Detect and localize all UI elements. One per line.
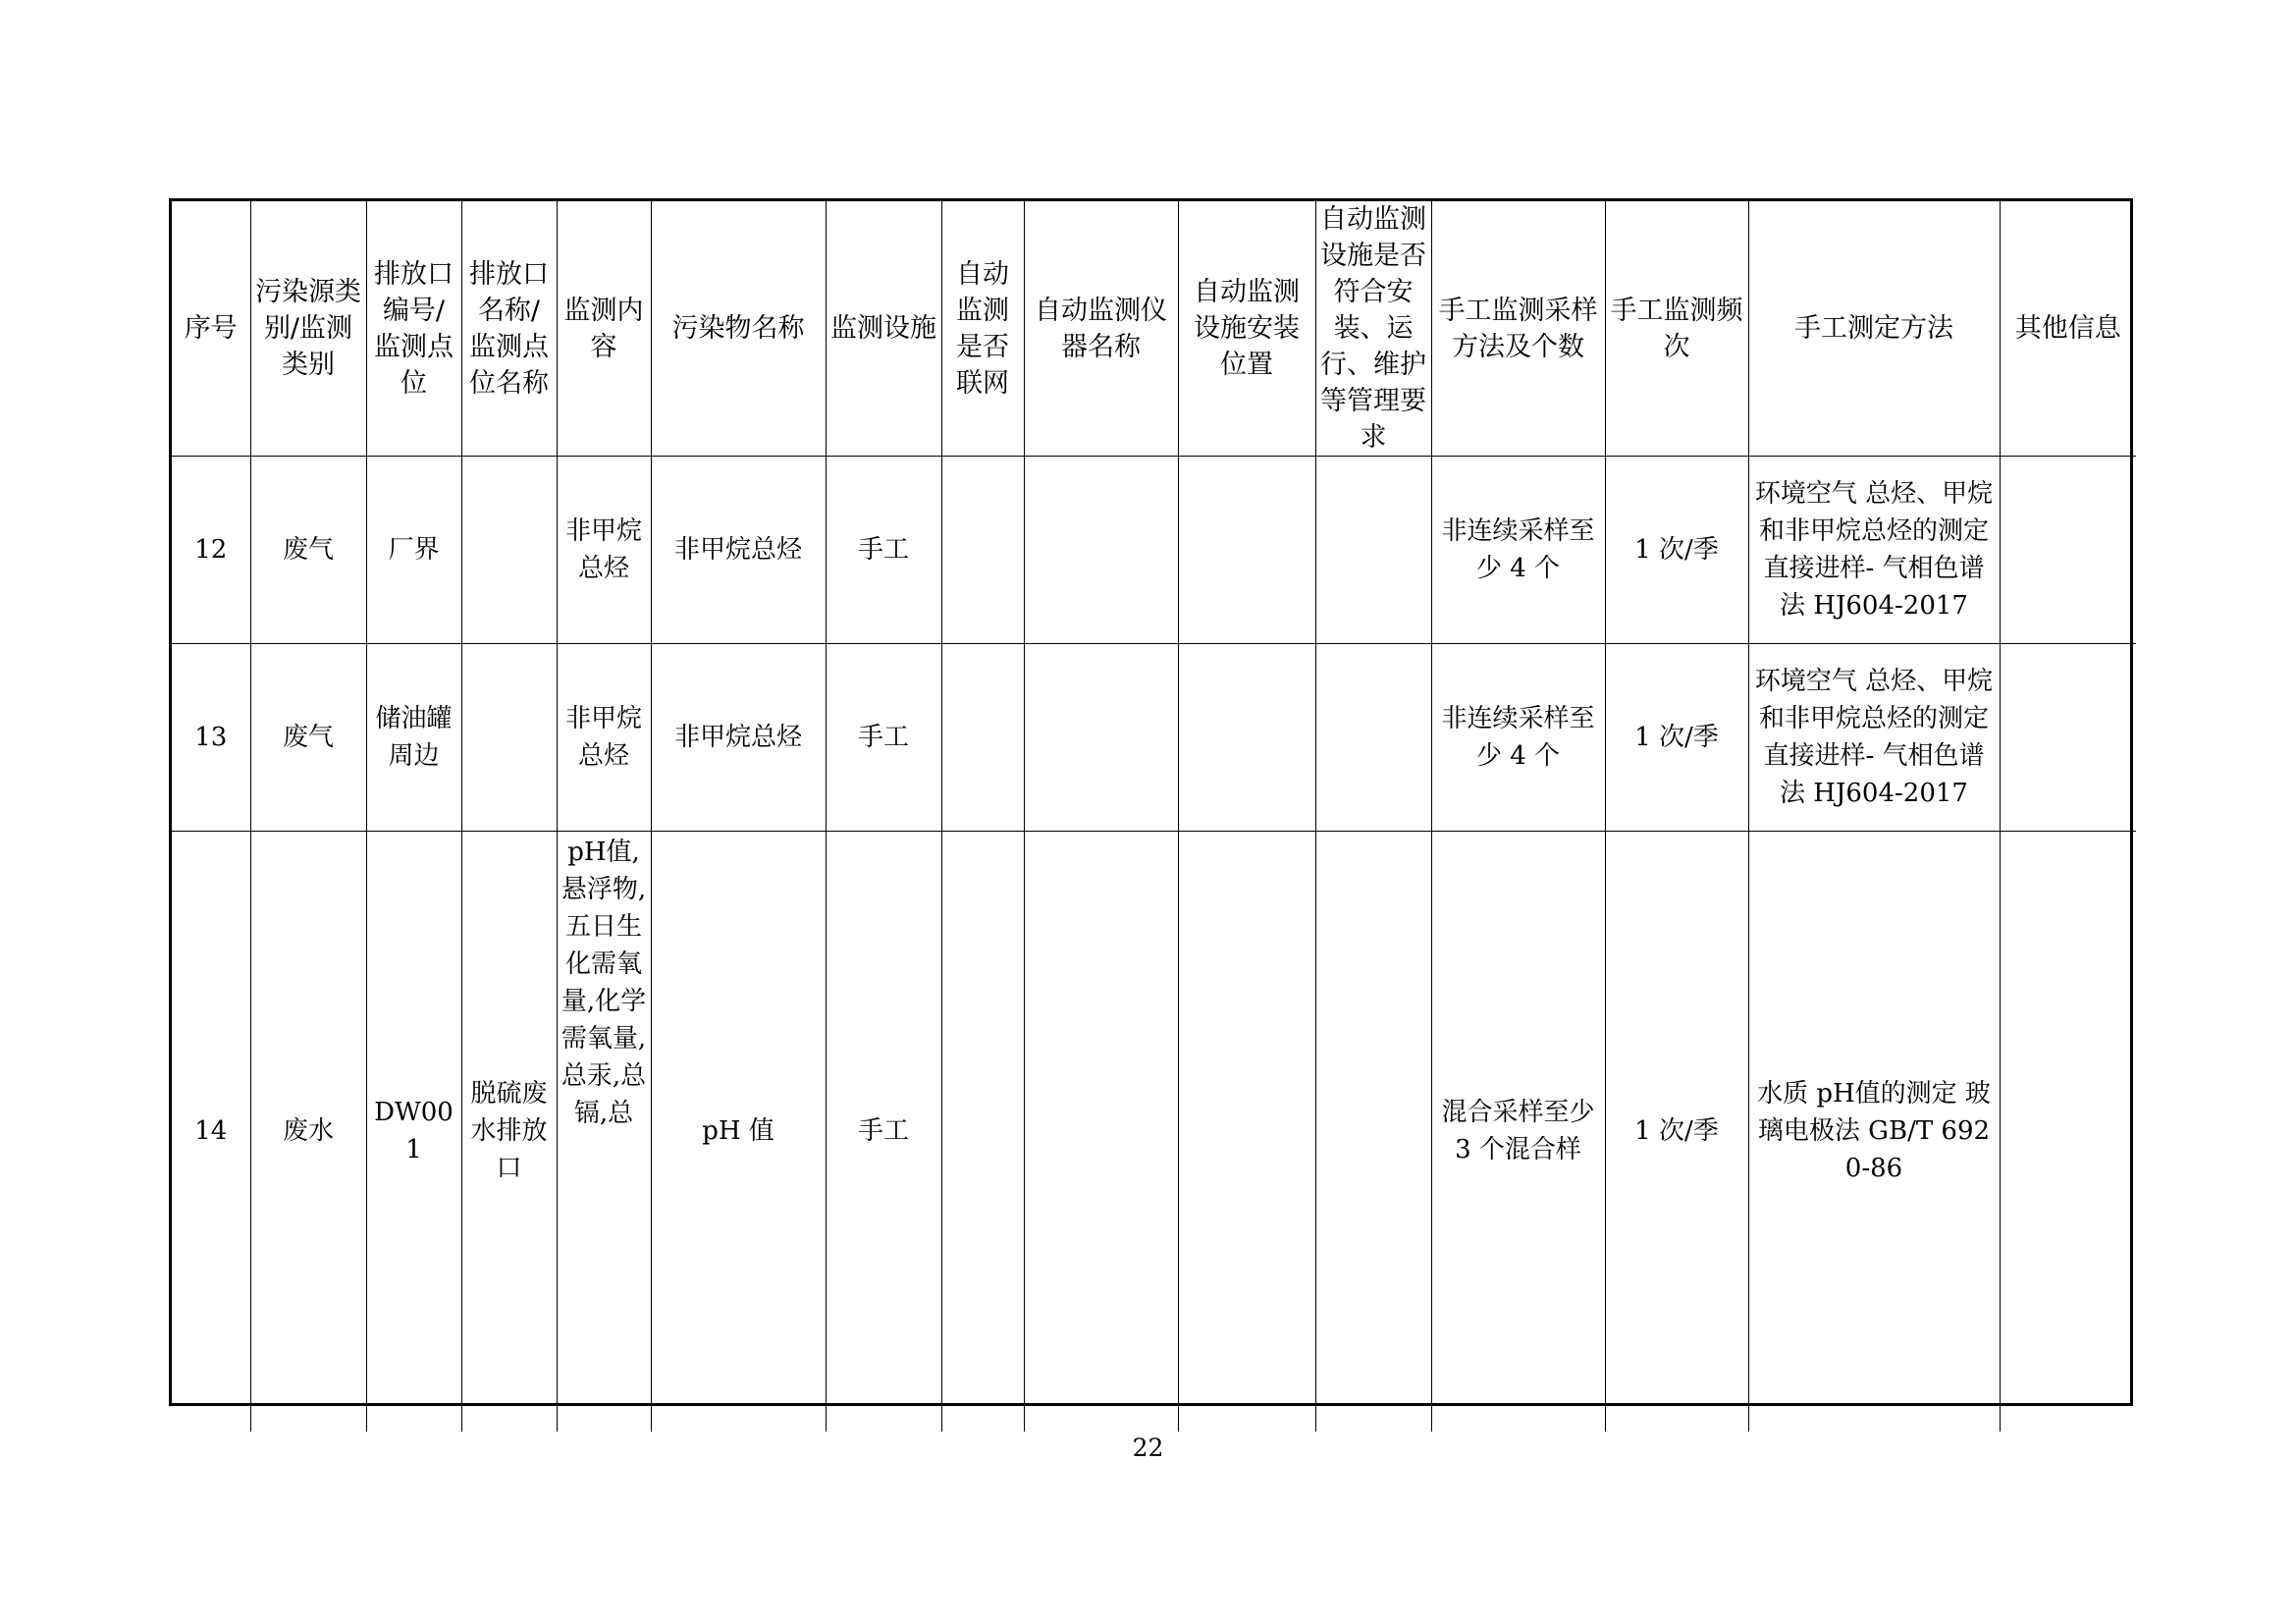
header-cell: 自动监测是否联网	[941, 201, 1024, 457]
table-row	[172, 644, 2136, 832]
row-number-cell: 14	[172, 832, 250, 1432]
facility-cell: 手工	[826, 832, 941, 1432]
header-cell: 手工监测频次	[1605, 201, 1748, 457]
table-header-row	[172, 201, 2136, 457]
outlet-name-cell	[461, 457, 557, 644]
table-row	[172, 457, 2136, 644]
header-cell: 污染物名称	[651, 201, 826, 457]
method-cell: 环境空气 总烃、甲烷和非甲烷总烃的测定 直接进样- 气相色谱法 HJ604-2017	[1748, 457, 2000, 644]
method-cell: 环境空气 总烃、甲烷和非甲烷总烃的测定 直接进样- 气相色谱法 HJ604-2017	[1748, 644, 2000, 832]
monitoring-content-cell	[557, 832, 651, 1432]
header-cell: 污染源类别/监测类别	[250, 201, 366, 457]
frequency-cell: 1 次/季	[1605, 832, 1748, 1432]
sampling-cell: 非连续采样至少 4 个	[1431, 457, 1605, 644]
sampling-cell: 混合采样至少 3 个混合样	[1431, 832, 1605, 1432]
header-cell: 自动监测仪器名称	[1024, 201, 1178, 457]
other-info-cell	[2000, 457, 2136, 644]
compliance-cell	[1315, 457, 1431, 644]
frequency-cell: 1 次/季	[1605, 644, 1748, 832]
outlet-id-cell: 厂界	[366, 457, 461, 644]
facility-cell: 手工	[826, 644, 941, 832]
source-type-cell: 废气	[250, 644, 366, 832]
facility-cell: 手工	[826, 457, 941, 644]
outlet-id-cell: 储油罐周边	[366, 644, 461, 832]
monitoring-content-cell: 非甲烷总烃	[557, 644, 651, 832]
instrument-cell	[1024, 644, 1178, 832]
compliance-cell	[1315, 832, 1431, 1432]
pollutant-cell: 非甲烷总烃	[651, 457, 826, 644]
method-cell: 水质 pH值的测定 玻璃电极法 GB/T 6920-86	[1748, 832, 2000, 1432]
instrument-cell	[1024, 832, 1178, 1432]
header-cell: 监测设施	[826, 201, 941, 457]
install-position-cell	[1178, 644, 1315, 832]
header-cell: 排放口名称/监测点位名称	[461, 201, 557, 457]
monitoring-table-frame	[169, 198, 2133, 1406]
instrument-cell	[1024, 457, 1178, 644]
source-type-cell: 废气	[250, 457, 366, 644]
header-cell: 监测内容	[557, 201, 651, 457]
networked-cell	[941, 644, 1024, 832]
networked-cell	[941, 457, 1024, 644]
header-cell: 手工测定方法	[1748, 201, 2000, 457]
header-cell: 序号	[172, 201, 250, 457]
monitoring-content-text: pH值,悬浮物,五日生化需氧量,化学需氧量,总汞,总镉,总	[561, 838, 647, 1128]
compliance-cell	[1315, 644, 1431, 832]
pollutant-cell: pH 值	[651, 832, 826, 1432]
page-number: 22	[1132, 1434, 1164, 1462]
other-info-cell	[2000, 832, 2136, 1432]
other-info-cell	[2000, 644, 2136, 832]
networked-cell	[941, 832, 1024, 1432]
table-row	[172, 832, 2136, 1432]
header-cell: 自动监测设施是否符合安装、运行、维护等管理要求	[1315, 201, 1431, 457]
sampling-cell: 非连续采样至少 4 个	[1431, 644, 1605, 832]
row-number-cell: 12	[172, 457, 250, 644]
outlet-id-cell: DW001	[366, 832, 461, 1432]
frequency-cell: 1 次/季	[1605, 457, 1748, 644]
header-cell: 自动监测设施安装位置	[1178, 201, 1315, 457]
header-cell: 其他信息	[2000, 201, 2136, 457]
monitoring-content-cell: 非甲烷总烃	[557, 457, 651, 644]
outlet-name-cell	[461, 644, 557, 832]
outlet-name-cell: 脱硫废水排放口	[461, 832, 557, 1432]
monitoring-table	[172, 201, 2136, 1432]
pollutant-cell: 非甲烷总烃	[651, 644, 826, 832]
row-number-cell: 13	[172, 644, 250, 832]
install-position-cell	[1178, 832, 1315, 1432]
header-cell: 排放口编号/监测点位	[366, 201, 461, 457]
source-type-cell: 废水	[250, 832, 366, 1432]
install-position-cell	[1178, 457, 1315, 644]
header-cell: 手工监测采样方法及个数	[1431, 201, 1605, 457]
